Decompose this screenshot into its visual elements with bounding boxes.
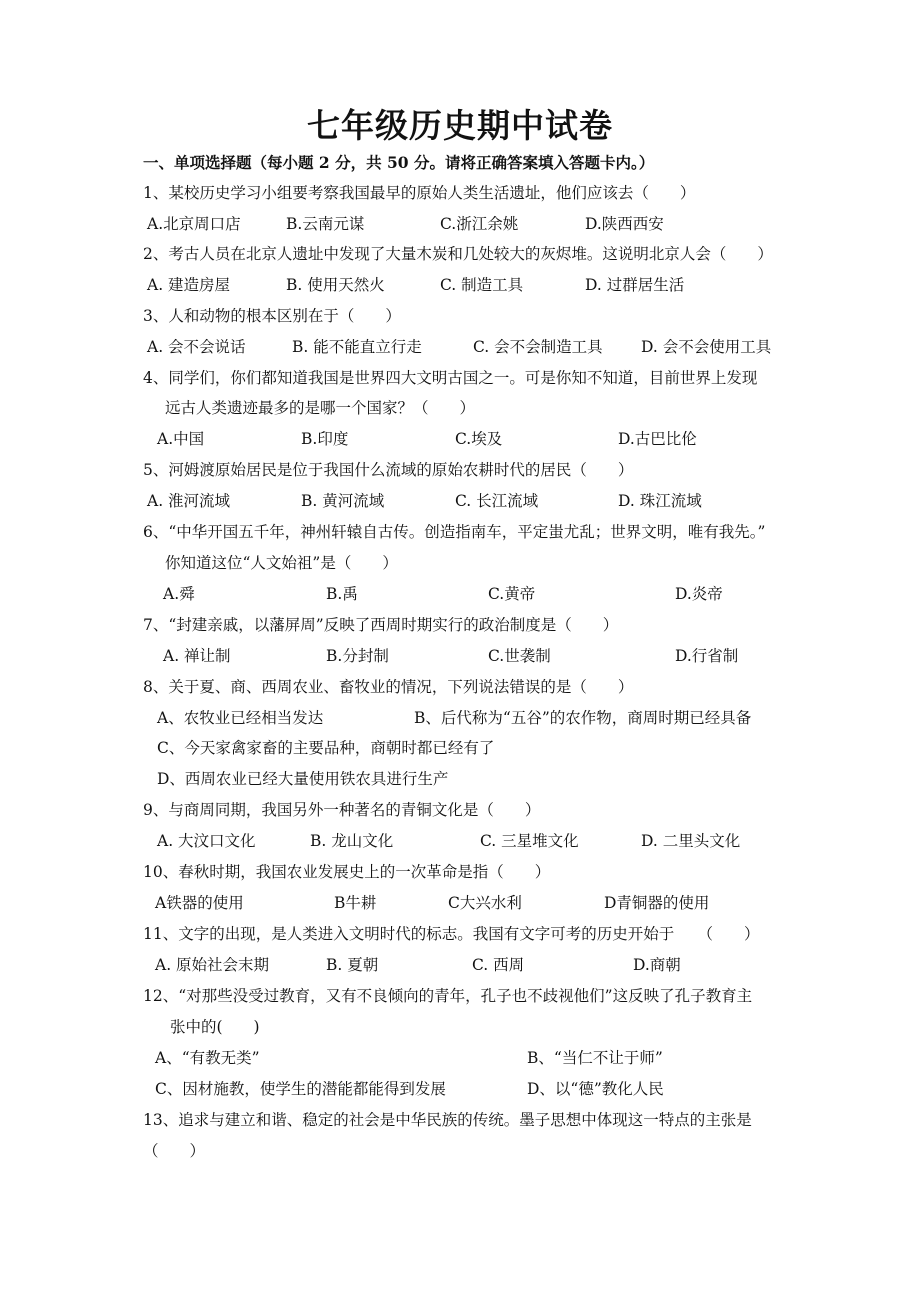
option: B. 能不能直立行走 <box>292 338 422 356</box>
option: A. 会不会说话 <box>147 338 246 356</box>
question-stem: 12、“对那些没受过教育，又有不良倾向的青年，孔子也不歧视他们”这反映了孔子教育主 <box>143 987 753 1005</box>
option: D.商朝 <box>633 956 681 974</box>
option: D.行省制 <box>675 647 739 665</box>
option: C大兴水利 <box>448 894 522 912</box>
option: B. 黄河流域 <box>301 492 385 510</box>
question-stem-continued: 你知道这位“人文始祖”是（ ） <box>165 554 398 572</box>
option: B.印度 <box>301 430 349 448</box>
option: A.中国 <box>157 430 205 448</box>
option: A. 禅让制 <box>163 647 231 665</box>
exam-title: 七年级历史期中试卷 <box>307 106 613 145</box>
question-stem: 5、河姆渡原始居民是位于我国什么流域的原始农耕时代的居民（ ） <box>143 461 634 479</box>
option: B.分封制 <box>326 647 389 665</box>
question-stem: 11、文字的出现，是人类进入文明时代的标志。我国有文字可考的历史开始于 （ ） <box>143 925 760 943</box>
option: A. 淮河流域 <box>147 492 231 510</box>
option: D.陕西西安 <box>585 215 664 233</box>
option: C.黄帝 <box>488 585 536 603</box>
option: C.埃及 <box>455 430 503 448</box>
option: C. 西周 <box>472 956 525 974</box>
question-stem-continued: 张中的( ) <box>170 1018 260 1036</box>
option: D.古巴比伦 <box>618 430 697 448</box>
option: C. 会不会制造工具 <box>473 338 603 356</box>
question-stem: 9、与商周同期，我国另外一种著名的青铜文化是（ ） <box>143 801 541 819</box>
option: D青铜器的使用 <box>604 894 710 912</box>
option: D、以“德”教化人民 <box>527 1080 664 1098</box>
option: D. 会不会使用工具 <box>641 338 772 356</box>
option: A铁器的使用 <box>155 894 244 912</box>
option: A. 建造房屋 <box>147 276 231 294</box>
question-stem-continued: 远古人类遗迹最多的是哪一个国家？（ ） <box>165 399 476 417</box>
option: C、因材施教，使学生的潜能都能得到发展 <box>155 1080 446 1098</box>
option: A. 大汶口文化 <box>157 832 256 850</box>
option: D. 过群居生活 <box>585 276 685 294</box>
option: B、后代称为“五谷”的农作物，商周时期已经具备 <box>414 709 752 727</box>
question-stem: 4、同学们，你们都知道我国是世界四大文明古国之一。可是你知不知道，目前世界上发现 <box>143 369 758 387</box>
option: D、西周农业已经大量使用铁农具进行生产 <box>157 770 449 788</box>
question-stem-continued: （ ） <box>143 1142 206 1160</box>
option: D. 珠江流域 <box>618 492 702 510</box>
option: B牛耕 <box>334 894 377 912</box>
option: C.世袭制 <box>488 647 551 665</box>
section-heading: 一、单项选择题（每小题 2 分，共 50 分。请将正确答案填入答题卡内。） <box>143 153 655 172</box>
option: A.北京周口店 <box>147 215 241 233</box>
option: C. 制造工具 <box>440 276 524 294</box>
question-stem: 2、考古人员在北京人遗址中发现了大量木炭和几处较大的灰烬堆。这说明北京人会（ ） <box>143 245 773 263</box>
option: B. 夏朝 <box>326 956 379 974</box>
question-stem: 3、人和动物的根本区别在于（ ） <box>143 307 401 325</box>
option: B、“当仁不让于师” <box>527 1049 663 1067</box>
option: A. 原始社会末期 <box>155 956 270 974</box>
option: B. 使用天然火 <box>286 276 385 294</box>
option: A.舜 <box>163 585 195 603</box>
option: C. 三星堆文化 <box>480 832 579 850</box>
question-stem: 13、追求与建立和谐、稳定的社会是中华民族的传统。墨子思想中体现这一特点的主张是 <box>143 1111 752 1129</box>
option: B.云南元谋 <box>286 215 365 233</box>
option: C. 长江流域 <box>455 492 539 510</box>
question-stem: 8、关于夏、商、西周农业、畜牧业的情况，下列说法错误的是（ ） <box>143 678 634 696</box>
option: B.禹 <box>326 585 358 603</box>
option: B. 龙山文化 <box>310 832 394 850</box>
question-stem: 10、春秋时期，我国农业发展史上的一次革命是指（ ） <box>143 863 551 881</box>
option: A、农牧业已经相当发达 <box>157 709 324 727</box>
option: C、今天家禽家畜的主要品种，商朝时都已经有了 <box>157 739 495 757</box>
question-stem: 1、某校历史学习小组要考察我国最早的原始人类生活遗址，他们应该去（ ） <box>143 184 696 202</box>
question-stem: 7、“封建亲戚，以藩屏周”反映了西周时期实行的政治制度是（ ） <box>143 616 619 634</box>
question-stem: 6、“中华开国五千年，神州轩辕自古传。创造指南车，平定蚩尤乱；世界文明，唯有我先。” <box>143 523 766 541</box>
option: D.炎帝 <box>675 585 723 603</box>
option: A、“有教无类” <box>155 1049 260 1067</box>
option: C.浙江余姚 <box>440 215 519 233</box>
option: D. 二里头文化 <box>641 832 741 850</box>
